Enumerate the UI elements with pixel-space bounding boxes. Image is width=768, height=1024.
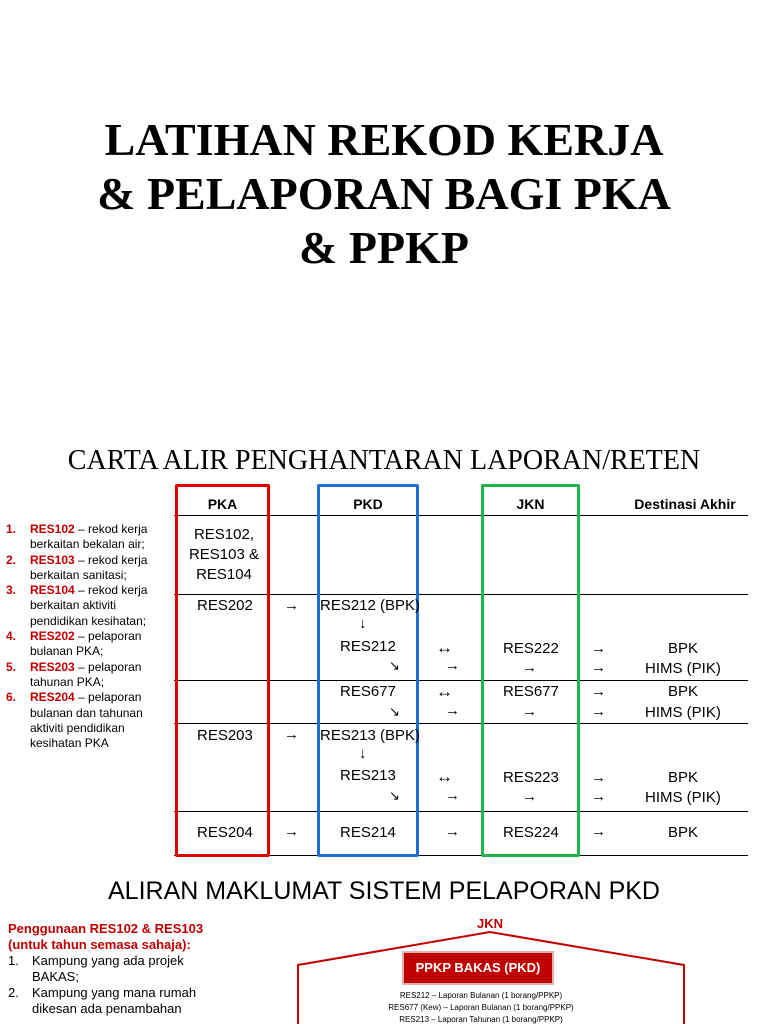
legend-item: 5. RES203 – pelaporan tahunan PKA; — [6, 659, 142, 689]
usage-list — [8, 953, 218, 1017]
arrow-diagonal-icon: ↘ — [389, 658, 400, 673]
arrow-right-icon: → — [284, 726, 299, 743]
arrow-bidirectional-icon: ↔ — [436, 638, 453, 657]
slide-title-line-2: & PELAPORAN BAGI PKA — [97, 168, 671, 219]
diagram-note: RES213 – Laporan Tahunan (1 borang/PPKP) — [399, 1015, 563, 1024]
arrow-right-icon: → — [522, 788, 537, 805]
arrow-down-icon: ↓ — [359, 745, 367, 762]
arrow-bidirectional-icon: ↔ — [436, 767, 453, 786]
row2-pkd-cell: RES212 — [340, 638, 396, 655]
row2-destination-2: HIMS (PIK) — [645, 660, 721, 677]
ppkp-bakas-box: PPKP BAKAS (PKD) — [404, 953, 552, 983]
row5-jkn-cell: RES224 — [503, 824, 559, 841]
jkn-label: JKN — [476, 916, 503, 931]
arrow-right-icon: → — [284, 823, 299, 840]
row4-pkd-cell: RES213 — [340, 767, 396, 784]
row5-pka-cell: RES204 — [197, 824, 253, 841]
row5-pkd-cell: RES214 — [340, 824, 396, 841]
arrow-diagonal-icon: ↘ — [389, 788, 400, 803]
legend-item: 4. RES202 – pelaporan bulanan PKA; — [6, 629, 142, 659]
arrow-right-icon: → — [445, 657, 460, 674]
diagram-note: RES677 (Kew) – Laporan Bulanan (1 borang/PPKP) — [388, 1003, 574, 1012]
row5-destination: BPK — [668, 824, 699, 841]
arrow-right-icon: → — [445, 823, 460, 840]
info-flow-title: ALIRAN MAKLUMAT SISTEM PELAPORAN PKD — [108, 877, 660, 905]
legend-item: 2. RES103 – rekod kerja berkaitan sanitasi; — [6, 552, 148, 582]
column-header-jkn: JKN — [516, 496, 545, 512]
row4-pka-cell: RES203 — [197, 727, 253, 744]
row3-jkn-cell: RES677 — [503, 683, 559, 700]
column-header-destination: Destinasi Akhir — [634, 496, 736, 512]
slide-title-line-3: & PPKP — [299, 222, 469, 273]
row3-destination-2: HIMS (PIK) — [645, 704, 721, 721]
usage-notes — [8, 921, 218, 1017]
row4-destination-1: BPK — [668, 769, 699, 786]
diagram-note: RES212 – Laporan Bulanan (1 borang/PPKP) — [399, 991, 563, 1000]
row4-destination-2: HIMS (PIK) — [645, 789, 721, 806]
row4-pkd-report: RES213 (BPK) — [320, 727, 421, 744]
arrow-right-icon: → — [591, 640, 606, 657]
pkd-column-box — [317, 484, 419, 857]
row2-pka-cell: RES202 — [197, 597, 253, 614]
list-item: 1. Kampung yang ada projek BAKAS; — [8, 953, 184, 984]
slide-title-line-1: LATIHAN REKOD KERJA — [104, 114, 664, 165]
row4-jkn-cell: RES223 — [503, 769, 559, 786]
arrow-right-icon: → — [445, 787, 460, 804]
row2-pkd-report: RES212 (BPK) — [320, 597, 421, 614]
usage-heading: Penggunaan RES102 & RES103 (untuk tahun semasa sahaja): — [8, 921, 204, 952]
column-header-pka: PKA — [207, 496, 238, 512]
row3-pkd-cell: RES677 — [340, 683, 396, 700]
row2-jkn-cell: RES222 — [503, 640, 559, 657]
arrow-right-icon: → — [522, 703, 537, 720]
arrow-right-icon: → — [445, 702, 460, 719]
arrow-diagonal-icon: ↘ — [389, 704, 400, 719]
row2-destination-1: BPK — [668, 640, 699, 657]
column-header-pkd: PKD — [353, 496, 383, 512]
slide-title — [0, 113, 768, 275]
legend-item: 6. RES204 – pelaporan bulanan dan tahunan aktiviti pendidikan kesihatan PKA — [6, 690, 143, 751]
arrow-right-icon: → — [591, 788, 606, 805]
flow-chart-title: CARTA ALIR PENGHANTARAN LAPORAN/RETEN — [67, 445, 701, 476]
legend-item: 3. RES104 – rekod kerja berkaitan aktiviti pendidikan kesihatan; — [6, 583, 148, 628]
legend-item: 1. RES102 – rekod kerja berkaitan bekalan air; — [6, 522, 148, 552]
arrow-bidirectional-icon: ↔ — [436, 682, 453, 701]
arrow-right-icon: → — [591, 703, 606, 720]
reten-legend — [6, 522, 174, 751]
arrow-right-icon: → — [591, 769, 606, 786]
arrow-right-icon: → — [591, 823, 606, 840]
arrow-right-icon: → — [591, 659, 606, 676]
arrow-down-icon: ↓ — [359, 615, 367, 632]
list-item: 2. Kampung yang mana rumah dikesan ada penambahan — [8, 985, 197, 1016]
arrow-right-icon: → — [591, 683, 606, 700]
row3-destination-1: BPK — [668, 683, 699, 700]
arrow-right-icon: → — [284, 597, 299, 614]
arrow-right-icon: → — [522, 659, 537, 676]
row1-pka-cell: RES102, RES103 & RES104 — [188, 526, 260, 583]
